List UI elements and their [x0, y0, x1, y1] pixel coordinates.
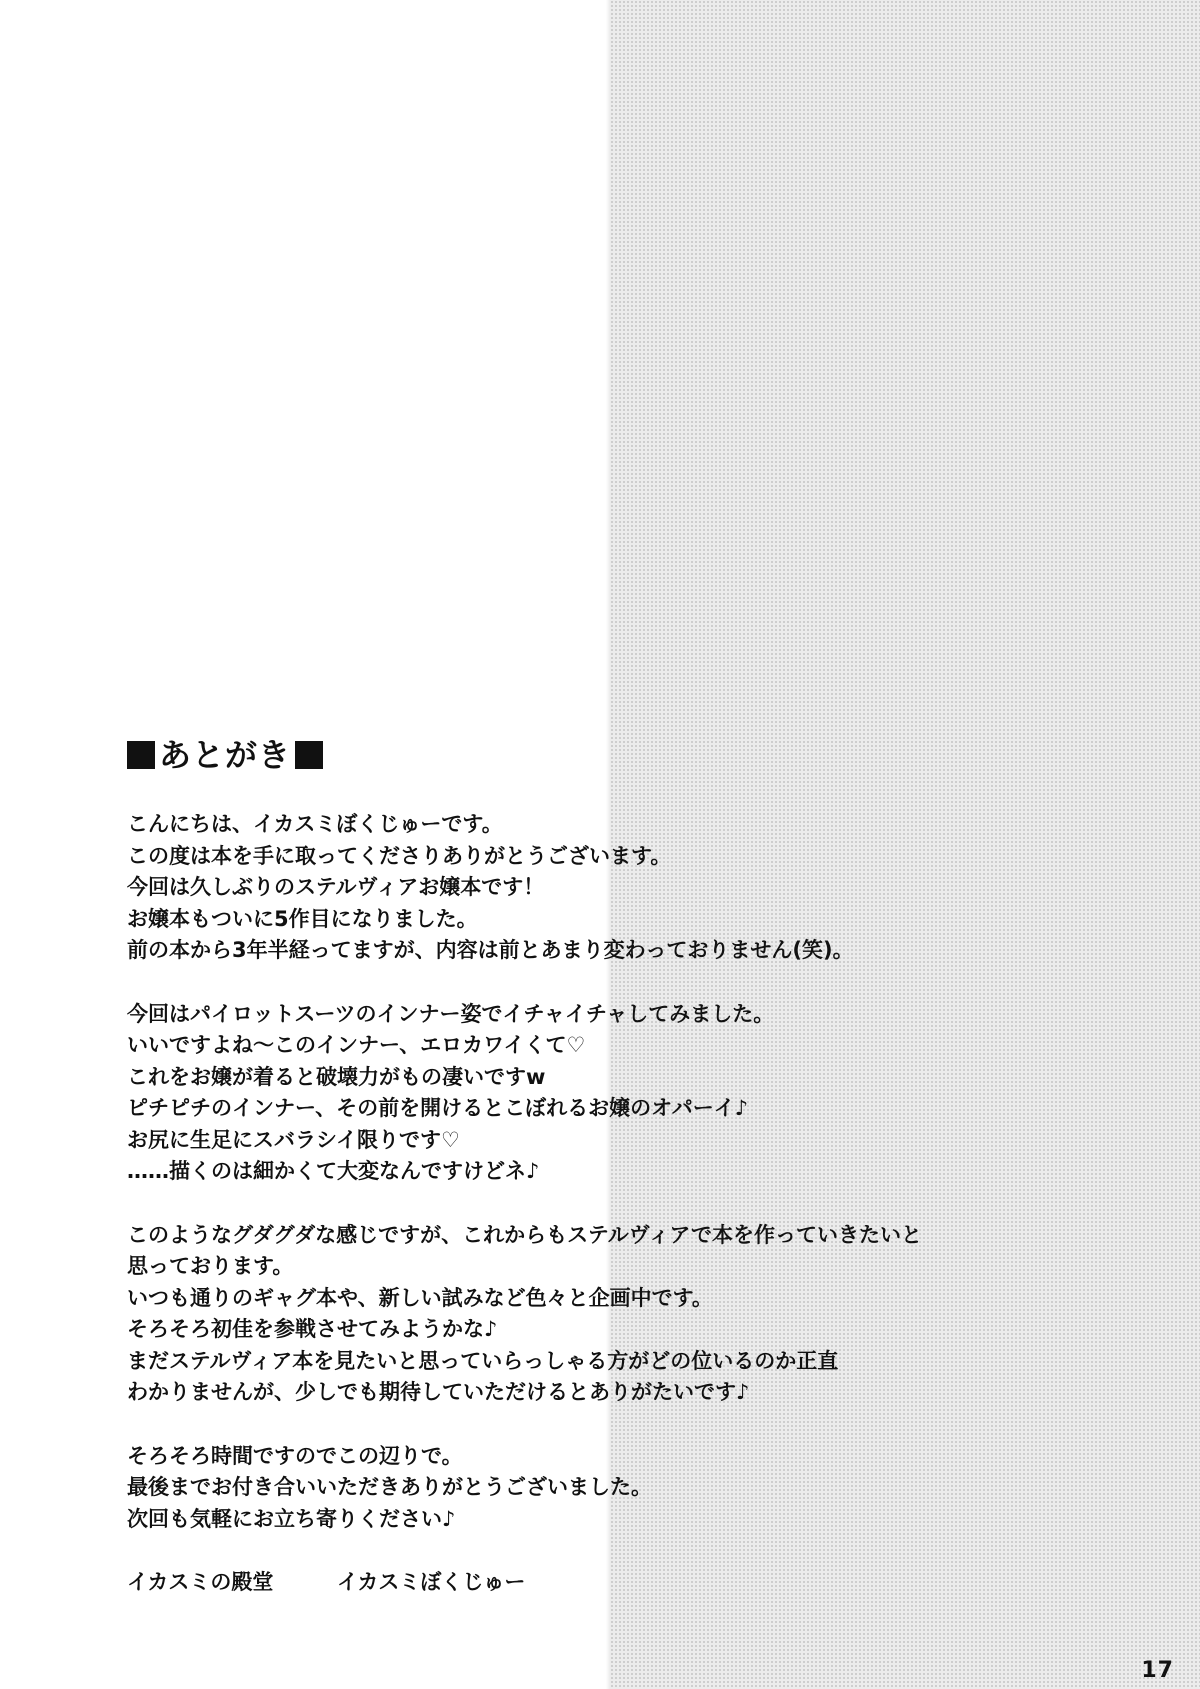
- circle-name: イカスミの殿堂: [127, 1570, 274, 1594]
- text-line: お嬢本もついに5作目になりました。: [127, 906, 478, 931]
- text-line: いいですよね～このインナー、エロカワイくて♡: [127, 1033, 586, 1057]
- text-line: ……描くのは細かくて大変なんですけどネ♪: [127, 1159, 540, 1183]
- text-line: まだステルヴィア本を見たいと思っていらっしゃる方がどの位いるのか正直: [127, 1348, 839, 1373]
- author-name: イカスミぼくじゅー: [337, 1570, 526, 1594]
- text-line: これをお嬢が着ると破壊力がもの凄いですw: [127, 1064, 546, 1089]
- text-line: 思っております。: [127, 1254, 294, 1278]
- text-line: 前の本から3年半経ってますが、内容は前とあまり変わっておりません(笑)。: [127, 938, 854, 962]
- afterword-paragraph-greeting: [127, 809, 1027, 967]
- text-line: このようなグダグダな感じですが、これからもステルヴィアで本を作っていきたいと: [127, 1222, 923, 1247]
- afterword-paragraph-closing: [127, 1441, 1027, 1536]
- text-line: 今回は久しぶりのステルヴィアお嬢本です！: [127, 875, 545, 899]
- text-line: わかりませんが、少しでも期待していただけるとありがたいです♪: [127, 1380, 750, 1404]
- afterword-section: [127, 733, 1027, 1597]
- text-line: 最後までお付き合いいただきありがとうございました。: [127, 1475, 652, 1499]
- text-line: ピチピチのインナー、その前を開けるとこぼれるお嬢のオパーイ♪: [127, 1096, 749, 1120]
- text-line: そろそろ初佳を参戦させてみようかな♪: [127, 1317, 498, 1341]
- text-line: そろそろ時間ですのでこの辺りで。: [127, 1443, 463, 1468]
- signature: [127, 1567, 1027, 1597]
- afterword-paragraph-content: [127, 999, 1027, 1188]
- black-square-icon: [295, 741, 323, 769]
- text-line: 次回も気軽にお立ち寄りください♪: [127, 1506, 456, 1531]
- page-number: 17: [1141, 1658, 1174, 1683]
- text-line: こんにちは、イカスミぼくじゅーです。: [127, 812, 503, 836]
- afterword-title: あとがき: [159, 736, 292, 774]
- text-line: お尻に生足にスバラシイ限りです♡: [127, 1127, 460, 1152]
- black-square-icon: [127, 741, 155, 769]
- afterword-heading: [127, 733, 1027, 777]
- text-line: この度は本を手に取ってくださりありがとうございます。: [127, 843, 672, 868]
- text-line: 今回はパイロットスーツのインナー姿でイチャイチャしてみました。: [127, 1001, 775, 1026]
- afterword-paragraph-plans: [127, 1220, 1027, 1409]
- text-line: いつも通りのギャグ本や、新しい試みなど色々と企画中です。: [127, 1285, 713, 1310]
